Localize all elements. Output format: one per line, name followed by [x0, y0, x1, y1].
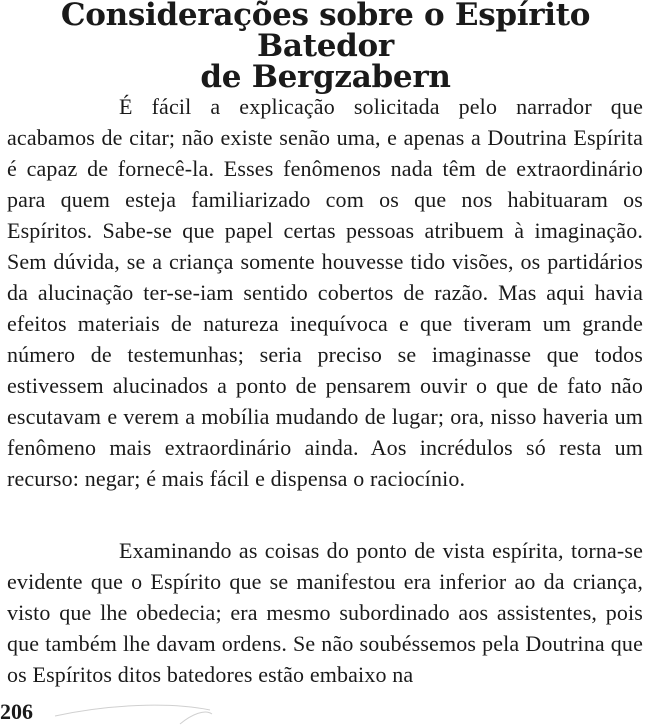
footer-ornament — [0, 696, 651, 725]
page-number: 206 — [0, 699, 33, 724]
body-paragraph-1: É fácil a explicação solicitada pelo narrador que acabamos de citar; não existe senão uma, e apenas a Doutrina Espírita é capaz de fornecê-la. Esses fenômenos nada têm de extraordinário para quem esteja familiarizado com os que nos habituaram os Espíritos. Sabe-se que papel certas pessoas atribuem à imaginação. Sem dúvida, se a criança somente houvesse tido visões, os partidários da alucinação ter-se-iam sentido cobertos de razão. Mas aqui havia efeitos materiais de natureza inequívoca e que tiveram um grande número de testemunhas; seria preciso se imaginasse que todos estivessem alucinados a ponto de pensarem ouvir o que de fato não escutavam e verem a mobília mudando de lugar; ora, nisso haveria um fenômeno mais extraordinário ainda. Aos incrédulos só resta um recurso: negar; é mais fácil e dispensa o raciocínio. — [7, 94, 643, 491]
chapter-title — [0, 0, 651, 93]
chapter-title-line-1: Considerações sobre o Espírito Batedor — [60, 0, 591, 64]
chapter-title-line-2: de Bergzabern — [200, 59, 451, 95]
body-paragraph-2: Examinando as coisas do ponto de vista espírita, torna-se evidente que o Espírito que se manifestou era inferior ao da criança, visto que lhe obedecia; era mesmo subordinado aos assistentes, pois que também lhe davam ordens. Se não soubéssemos pela Doutrina que os Espíritos ditos batedores estão embaixo na — [7, 538, 643, 687]
